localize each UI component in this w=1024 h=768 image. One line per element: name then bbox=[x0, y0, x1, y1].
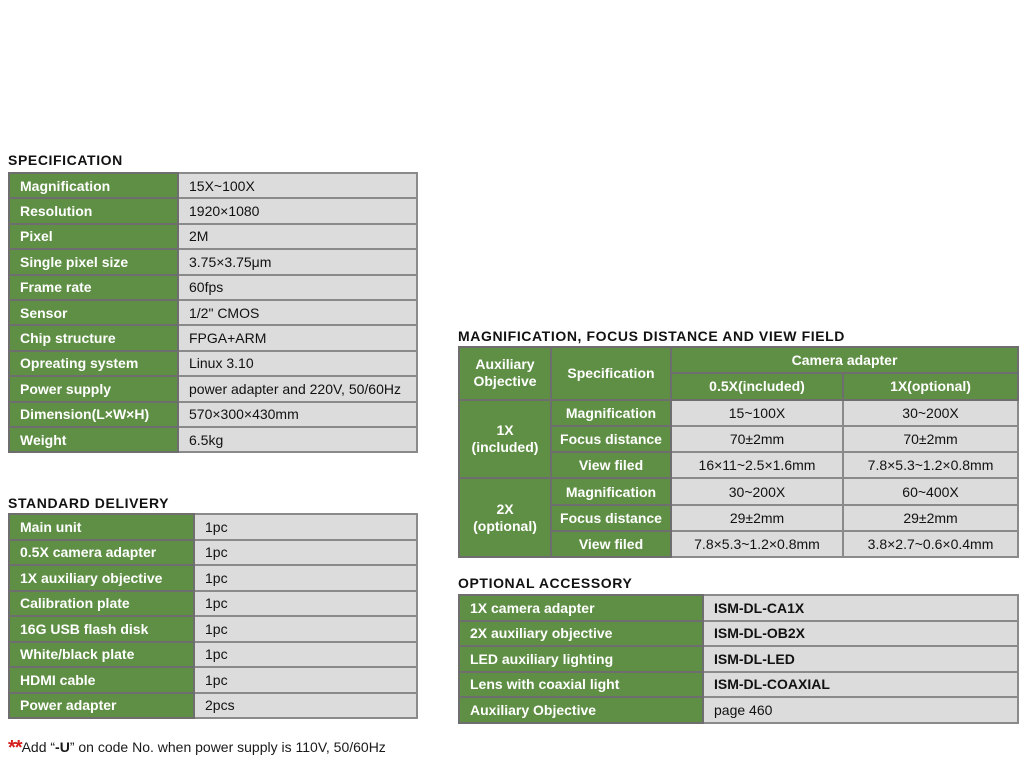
spec-value: 60fps bbox=[178, 275, 417, 300]
spec-label: Pixel bbox=[9, 224, 178, 249]
table-row bbox=[9, 591, 417, 617]
value-cell: 16×11~2.5×1.6mm bbox=[671, 452, 843, 478]
footnote-prefix: Add “ bbox=[21, 739, 56, 755]
footnote-suffix: ” on code No. when power supply is 110V, 50/60Hz bbox=[69, 739, 386, 755]
table-header-row bbox=[459, 347, 1018, 373]
header-objective-line1: Auxiliary bbox=[475, 356, 535, 373]
value-cell: 29±2mm bbox=[671, 505, 843, 531]
spec-label: Dimension(L×W×H) bbox=[9, 402, 178, 427]
header-objective bbox=[459, 347, 551, 400]
table-row bbox=[9, 667, 417, 693]
header-camera-adapter: Camera adapter bbox=[671, 347, 1018, 373]
accessory-code: ISM-DL-OB2X bbox=[703, 621, 1018, 647]
accessory-code: ISM-DL-COAXIAL bbox=[703, 672, 1018, 698]
table-row bbox=[459, 697, 1018, 723]
accessory-label: 2X auxiliary objective bbox=[459, 621, 703, 647]
magnification-table bbox=[458, 346, 1019, 558]
spec-cell: Focus distance bbox=[551, 426, 671, 452]
delivery-label: Calibration plate bbox=[9, 591, 194, 617]
table-row bbox=[9, 540, 417, 566]
spec-cell: Magnification bbox=[551, 478, 671, 504]
spec-value: Linux 3.10 bbox=[178, 351, 417, 376]
magnification-title: MAGNIFICATION, FOCUS DISTANCE AND VIEW FIELD bbox=[458, 328, 846, 344]
spec-label: Magnification bbox=[9, 173, 178, 198]
table-row bbox=[9, 224, 417, 249]
delivery-qty: 1pc bbox=[194, 514, 417, 540]
delivery-label: Power adapter bbox=[9, 693, 194, 719]
delivery-table bbox=[8, 513, 418, 719]
spec-label: Power supply bbox=[9, 376, 178, 401]
spec-cell: Focus distance bbox=[551, 505, 671, 531]
objective-cell bbox=[459, 400, 551, 479]
delivery-label: Main unit bbox=[9, 514, 194, 540]
table-row bbox=[9, 300, 417, 325]
value-cell: 70±2mm bbox=[843, 426, 1018, 452]
accessory-code: ISM-DL-LED bbox=[703, 646, 1018, 672]
spec-label: Frame rate bbox=[9, 275, 178, 300]
table-row bbox=[9, 351, 417, 376]
spec-label: Weight bbox=[9, 427, 178, 452]
header-col-05x: 0.5X(included) bbox=[671, 373, 843, 399]
value-cell: 60~400X bbox=[843, 478, 1018, 504]
footnote-stars: ** bbox=[8, 737, 22, 759]
spec-label: Chip structure bbox=[9, 325, 178, 350]
table-row bbox=[9, 325, 417, 350]
delivery-label: 1X auxiliary objective bbox=[9, 565, 194, 591]
spec-label: Opreating system bbox=[9, 351, 178, 376]
objective-cell bbox=[459, 478, 551, 557]
value-cell: 30~200X bbox=[671, 478, 843, 504]
table-row bbox=[9, 173, 417, 198]
spec-cell: View filed bbox=[551, 531, 671, 557]
table-row bbox=[9, 376, 417, 401]
spec-value: 1920×1080 bbox=[178, 198, 417, 223]
value-cell: 70±2mm bbox=[671, 426, 843, 452]
value-cell: 29±2mm bbox=[843, 505, 1018, 531]
delivery-qty: 1pc bbox=[194, 642, 417, 668]
accessory-label: Lens with coaxial light bbox=[459, 672, 703, 698]
delivery-qty: 2pcs bbox=[194, 693, 417, 719]
specification-table bbox=[8, 172, 418, 453]
objective-line2: (included) bbox=[471, 439, 539, 456]
delivery-qty: 1pc bbox=[194, 591, 417, 617]
objective-line2: (optional) bbox=[473, 517, 537, 534]
delivery-label: White/black plate bbox=[9, 642, 194, 668]
delivery-label: 0.5X camera adapter bbox=[9, 540, 194, 566]
value-cell: 3.8×2.7~0.6×0.4mm bbox=[843, 531, 1018, 557]
delivery-qty: 1pc bbox=[194, 667, 417, 693]
spec-value: 2M bbox=[178, 224, 417, 249]
spec-value: power adapter and 220V, 50/60Hz bbox=[178, 376, 417, 401]
value-cell: 15~100X bbox=[671, 400, 843, 426]
table-row bbox=[9, 198, 417, 223]
header-specification: Specification bbox=[551, 347, 671, 400]
header-objective-line2: Objective bbox=[473, 373, 537, 390]
value-cell: 30~200X bbox=[843, 400, 1018, 426]
spec-value: FPGA+ARM bbox=[178, 325, 417, 350]
table-row bbox=[9, 693, 417, 719]
spec-value: 15X~100X bbox=[178, 173, 417, 198]
spec-value: 570×300×430mm bbox=[178, 402, 417, 427]
specification-title: SPECIFICATION bbox=[8, 152, 123, 168]
delivery-qty: 1pc bbox=[194, 540, 417, 566]
table-row bbox=[9, 565, 417, 591]
spec-value: 1/2" CMOS bbox=[178, 300, 417, 325]
table-row bbox=[9, 402, 417, 427]
accessory-title: OPTIONAL ACCESSORY bbox=[458, 575, 633, 591]
delivery-qty: 1pc bbox=[194, 565, 417, 591]
accessory-label: Auxiliary Objective bbox=[459, 697, 703, 723]
spec-label: Resolution bbox=[9, 198, 178, 223]
table-row bbox=[459, 646, 1018, 672]
delivery-qty: 1pc bbox=[194, 616, 417, 642]
spec-value: 3.75×3.75μm bbox=[178, 249, 417, 274]
accessory-code: page 460 bbox=[703, 697, 1018, 723]
spec-cell: View filed bbox=[551, 452, 671, 478]
value-cell: 7.8×5.3~1.2×0.8mm bbox=[843, 452, 1018, 478]
spec-value: 6.5kg bbox=[178, 427, 417, 452]
footnote-code: -U bbox=[55, 739, 70, 755]
accessory-label: 1X camera adapter bbox=[459, 595, 703, 621]
delivery-label: 16G USB flash disk bbox=[9, 616, 194, 642]
table-row bbox=[459, 672, 1018, 698]
objective-line1: 2X bbox=[496, 500, 514, 517]
table-row bbox=[459, 478, 1018, 504]
accessory-table bbox=[458, 594, 1019, 724]
table-row bbox=[9, 642, 417, 668]
delivery-label: HDMI cable bbox=[9, 667, 194, 693]
table-row bbox=[9, 249, 417, 274]
table-row bbox=[9, 427, 417, 452]
value-cell: 7.8×5.3~1.2×0.8mm bbox=[671, 531, 843, 557]
footnote bbox=[8, 737, 386, 760]
table-row bbox=[9, 514, 417, 540]
spec-cell: Magnification bbox=[551, 400, 671, 426]
table-row bbox=[459, 595, 1018, 621]
spec-label: Single pixel size bbox=[9, 249, 178, 274]
table-row bbox=[9, 616, 417, 642]
objective-line1: 1X bbox=[496, 422, 514, 439]
accessory-code: ISM-DL-CA1X bbox=[703, 595, 1018, 621]
table-row bbox=[459, 400, 1018, 426]
spec-label: Sensor bbox=[9, 300, 178, 325]
table-row bbox=[9, 275, 417, 300]
table-row bbox=[459, 621, 1018, 647]
accessory-label: LED auxiliary lighting bbox=[459, 646, 703, 672]
delivery-title: STANDARD DELIVERY bbox=[8, 495, 170, 511]
header-col-1x: 1X(optional) bbox=[843, 373, 1018, 399]
